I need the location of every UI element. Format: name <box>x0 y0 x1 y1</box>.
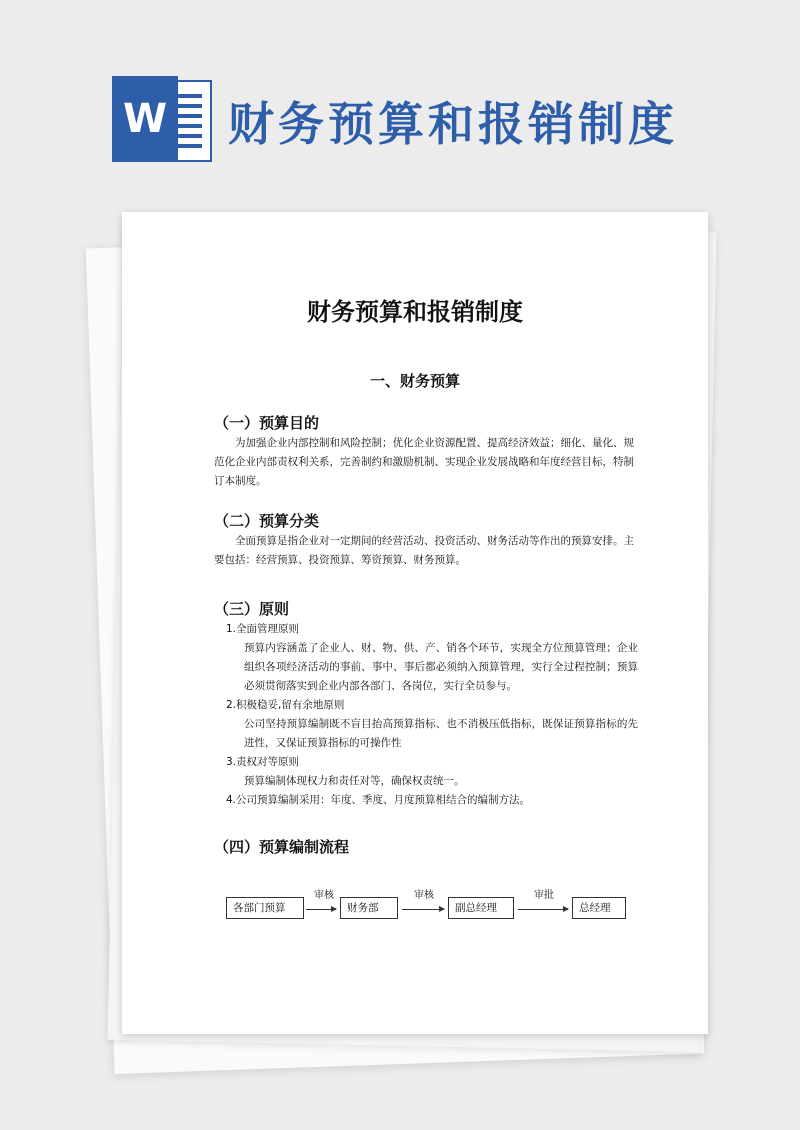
section-heading-purpose: （一）预算目的 <box>214 414 320 432</box>
section-body-classification: 全面预算是指企业对一定期间的经营活动、投资活动、财务活动等作出的预算安排。主要包括：经营预算、投资预算、筹资预算、财务预算。 <box>214 535 634 566</box>
flow-arrow <box>402 909 444 910</box>
principle-title: 2.积极稳妥,留有余地原则 <box>226 699 345 711</box>
part-title: 一、财务预算 <box>369 372 460 390</box>
principle-body: 预算内容涵盖了企业人、财、物、供、产、销各个环节，实现全方位预算管理；企业组织各项经济活动的事前、事中、事后都必须纳入预算管理，实行全过程控制；预算必须贯彻落实到企业内部各部门、各岗位，实行全员参与。 <box>244 642 638 692</box>
flow-label-review: 审核 <box>414 890 434 901</box>
banner <box>0 0 800 200</box>
flow-arrow <box>518 909 568 910</box>
flow-label-review: 审核 <box>314 890 334 901</box>
document-title: 财务预算和报销制度 <box>307 298 523 326</box>
flow-label-approve: 审批 <box>534 890 554 901</box>
principle-title: 1.全面管理原则 <box>226 623 300 635</box>
flow-box-departments: 各部门预算 <box>226 897 304 919</box>
section-body-purpose: 为加强企业内部控制和风险控制；优化企业资源配置、提高经济效益；细化、量化、规范化企业内部责权利关系，完善制约和激励机制、实现企业发展战略和年度经营目标，特制订本制度。 <box>214 437 634 487</box>
section-heading-classification: （二）预算分类 <box>214 512 320 530</box>
word-document-icon <box>112 76 212 162</box>
word-badge-letter: W <box>112 76 178 162</box>
section-heading-process: （四）预算编制流程 <box>214 838 350 856</box>
principle-body: 公司坚持预算编制既不盲目抬高预算指标、也不消极压低指标，既保证预算指标的先进性，又保证预算指标的可操作性 <box>244 718 638 749</box>
principle-body: 预算编制体现权力和责任对等，确保权责统一。 <box>244 775 465 787</box>
flow-arrow <box>306 909 336 910</box>
principle-title: 3.责权对等原则 <box>226 756 300 768</box>
banner-title: 财务预算和报销制度 <box>228 97 678 151</box>
flow-box-finance: 财务部 <box>340 897 398 919</box>
principle-title: 4.公司预算编制采用：年度、季度、月度预算相结合的编制方法。 <box>226 794 531 806</box>
flow-box-gm: 总经理 <box>572 897 626 919</box>
flow-box-vice-gm: 副总经理 <box>448 897 514 919</box>
section-heading-principles: （三）原则 <box>214 600 290 618</box>
document-page <box>122 212 708 1034</box>
